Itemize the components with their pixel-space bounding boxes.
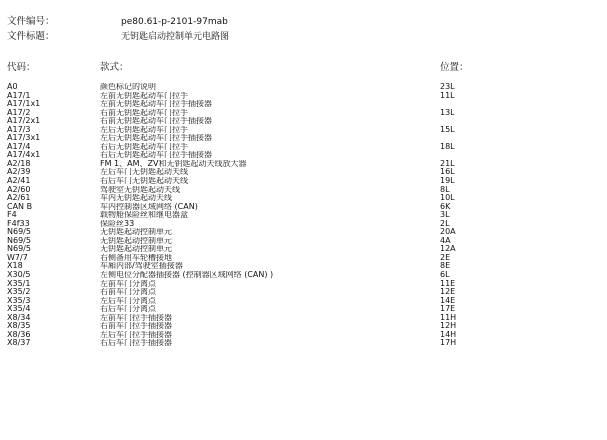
component-description: FM 1、AM、ZV和无钥匙起动天线放大器 [100,159,247,168]
component-code: A2/18 [7,159,31,168]
component-description: 右前无钥匙起动车门拉手插接器 [100,117,212,126]
component-position: 17E [440,304,456,314]
file-number-value: pe80.61-p-2101-97mab [121,17,228,27]
component-code: X8/34 [7,313,31,322]
component-position: 12A [440,244,456,254]
component-code: A17/2 [7,108,31,117]
list-item [0,160,607,169]
component-description: 颜色标记的说明 [100,83,156,91]
component-description: 左后无钥匙起动车门拉手 [100,125,188,134]
component-description: 左后车门拉手插接器 [100,330,172,339]
component-position: 6K [440,201,451,211]
component-description: 无钥匙起动控制单元 [100,228,172,237]
list-item [0,271,607,280]
component-position: 18L [440,141,455,151]
component-code: X18 [7,262,23,271]
component-position: 2L [440,218,450,228]
component-description: 左前无钥匙起动车门拉手 [100,91,188,100]
component-description: 保险丝33 [100,219,135,228]
component-description: 无钥匙起动控制单元 [100,245,172,254]
component-position: 13L [440,107,455,117]
component-position: 23L [440,82,455,91]
list-item [0,168,607,177]
component-description: 右后无钥匙起动车门拉手插接器 [100,151,212,160]
component-position: 12E [440,287,456,297]
list-item [0,314,607,323]
component-code: A2/39 [7,168,31,177]
component-code: A17/4x1 [7,151,41,160]
component-position: 3L [440,210,450,220]
list-item [0,280,607,289]
component-position: 19L [440,176,455,186]
component-code: A0 [7,83,18,91]
list-item [0,288,607,297]
component-code: A2/61 [7,194,31,203]
component-position: 11H [440,312,457,322]
list-item [0,203,607,212]
component-list [0,83,607,348]
component-position: 14H [440,329,457,339]
list-item [0,83,607,92]
component-position: 6L [440,270,450,280]
component-code: A2/60 [7,185,31,194]
component-code: N69/5 [7,245,31,254]
component-position: 2E [440,252,451,262]
list-item [0,177,607,186]
component-position: 12H [440,321,457,331]
list-item [0,262,607,271]
component-code: A17/2x1 [7,117,41,126]
list-item [0,151,607,160]
list-item [0,117,607,126]
component-description: 左前车门拉手插接器 [100,313,172,322]
component-description: 左后无钥匙起动车门拉手插接器 [100,134,212,143]
component-description: 载物舱保险丝和继电器盒 [100,211,188,220]
component-description: 左前无钥匙起动车门拉手插接器 [100,100,212,109]
component-position: 4A [440,235,451,245]
component-code: X35/3 [7,296,31,305]
component-code: A17/1x1 [7,100,41,109]
list-item [0,211,607,220]
file-number-label: 文件编号： [7,16,55,27]
component-position: 8L [440,184,450,194]
column-header-code: 代码： [7,62,36,73]
component-code: F4f33 [7,219,30,228]
component-description: 车内控制器区域网络 (CAN) [100,202,198,211]
component-position: 15L [440,124,455,134]
list-item [0,297,607,306]
list-item [0,109,607,118]
column-header-position: 位置： [440,62,469,73]
list-item [0,339,607,348]
component-position: 17H [440,338,457,348]
component-description: 右前车门分离点 [100,288,156,297]
component-code: X30/5 [7,271,31,280]
component-description: 右前车门拉手插接器 [100,322,172,331]
component-code: X35/4 [7,305,31,314]
component-description: 左后车门无钥匙起动天线 [100,168,188,177]
component-description: 车厢内部/驾驶室插接器 [100,262,183,271]
list-item [0,186,607,195]
component-code: W7/7 [7,253,28,262]
component-code: X35/2 [7,288,31,297]
component-code: A17/3 [7,125,31,134]
component-description: 右后无钥匙起动车门拉手 [100,142,188,151]
list-item [0,220,607,229]
list-item [0,254,607,263]
component-code: A2/41 [7,177,31,186]
component-description: 右侧备用车轮槽接地 [100,253,172,262]
component-code: A17/4 [7,142,31,151]
component-position: 11L [440,90,455,100]
file-title-label: 文件标题： [7,31,55,42]
list-item [0,245,607,254]
list-item [0,237,607,246]
list-item [0,331,607,340]
component-description: 右后车门分离点 [100,305,156,314]
list-item [0,92,607,101]
component-code: A17/1 [7,91,31,100]
component-position: 20A [440,227,456,237]
list-item [0,322,607,331]
component-code: X8/37 [7,339,31,348]
component-description: 左侧电位分配器插接器 (控制器区域网络 (CAN) ) [100,271,274,280]
component-code: N69/5 [7,228,31,237]
list-item [0,134,607,143]
component-description: 左后车门分离点 [100,296,156,305]
component-code: X8/35 [7,322,31,331]
component-position: 10L [440,193,455,203]
column-header-description: 款式： [100,62,129,73]
component-position: 14E [440,295,456,305]
list-item [0,228,607,237]
component-code: X8/36 [7,330,31,339]
component-position: 8E [440,261,451,271]
component-description: 无钥匙起动控制单元 [100,236,172,245]
list-item [0,305,607,314]
component-description: 车内无钥匙起动天线 [100,194,172,203]
component-position: 21L [440,158,455,168]
component-position: 16L [440,167,455,177]
list-item [0,194,607,203]
component-code: X35/1 [7,279,31,288]
component-code: N69/5 [7,236,31,245]
list-item [0,100,607,109]
list-item [0,126,607,135]
file-title-value: 无钥匙启动控制单元电路图 [121,32,230,42]
component-description: 右后车门无钥匙起动天线 [100,177,188,186]
component-code: A17/3x1 [7,134,41,143]
component-description: 右后车门拉手插接器 [100,339,172,348]
component-description: 右前无钥匙起动车门拉手 [100,108,188,117]
component-description: 驾驶室无钥匙起动天线 [100,185,180,194]
component-description: 左前车门分离点 [100,279,156,288]
component-position: 11E [440,278,456,288]
component-code: F4 [7,211,17,220]
list-item [0,143,607,152]
component-code: CAN B [7,202,33,211]
